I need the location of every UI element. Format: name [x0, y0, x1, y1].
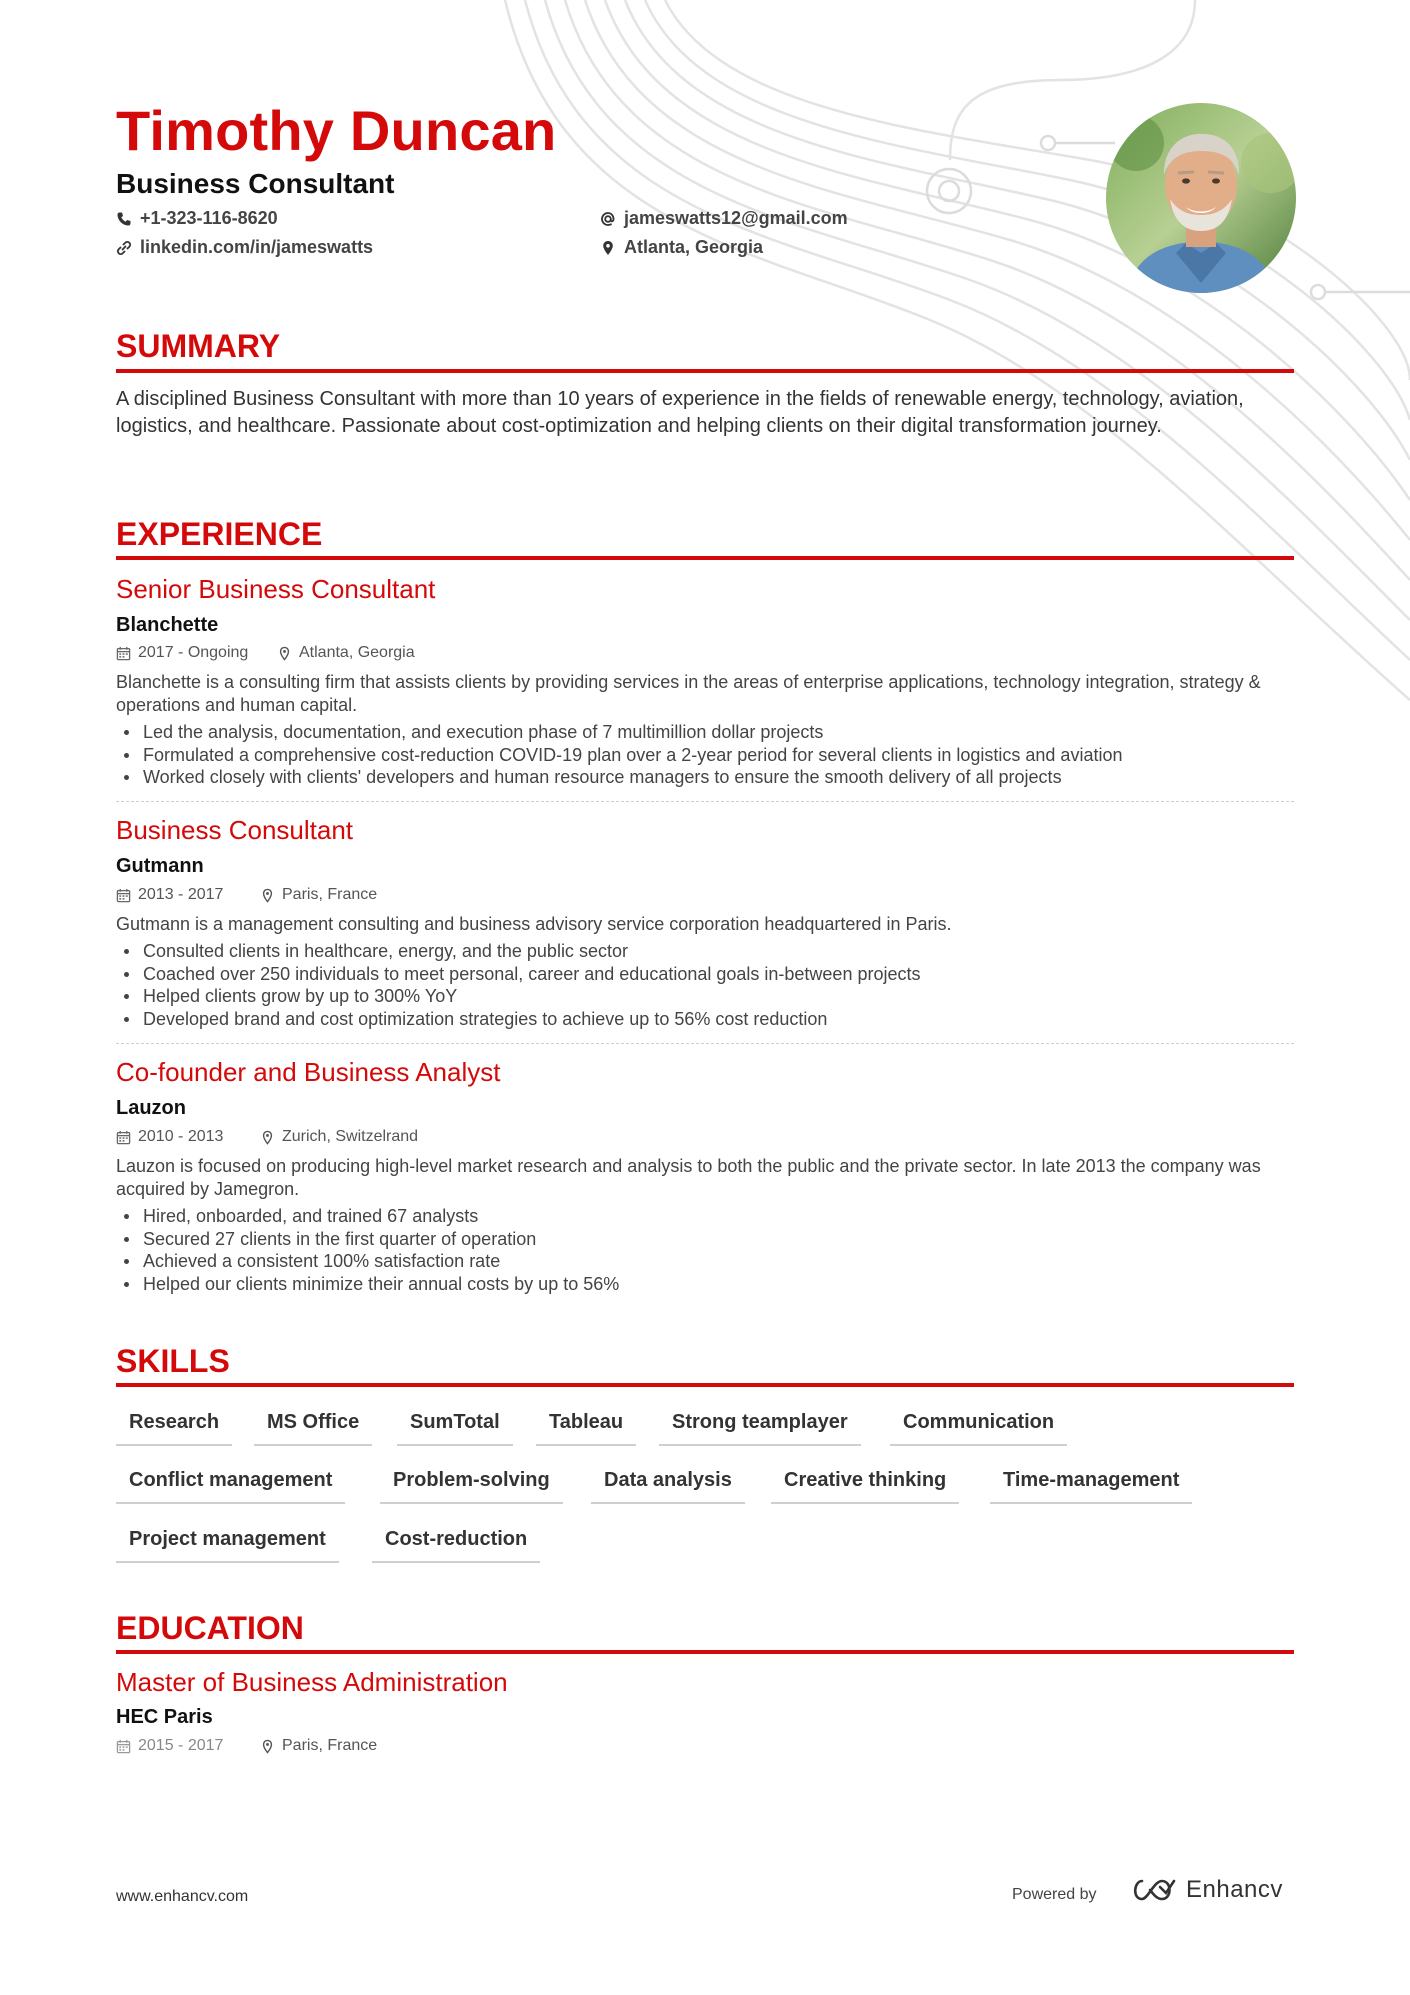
list-item: Developed brand and cost optimization strategies to achieve up to 56% cost reduction [116, 1008, 1296, 1031]
phone-text: +1-323-116-8620 [140, 208, 278, 228]
profile-photo [1106, 103, 1296, 293]
list-item: Led the analysis, documentation, and execution phase of 7 multimillion dollar projects [116, 721, 1296, 744]
education-rule [116, 1650, 1294, 1654]
job-location: Zurich, Switzelrand [282, 1128, 419, 1145]
location-pin-icon [600, 240, 616, 256]
skill-tag: Project management [116, 1528, 339, 1563]
location-pin-icon [277, 646, 292, 661]
summary-rule [116, 369, 1294, 373]
experience-heading: EXPERIENCE [116, 516, 323, 552]
job-description: Lauzon is focused on producing high-level market research and analysis to both the public and the private sector. In late 2013 the company was acquired by Jamegron. [116, 1156, 1261, 1199]
list-item: Helped clients grow by up to 300% YoY [116, 985, 1296, 1008]
job-bullets [116, 1205, 1296, 1295]
school-name: HEC Paris [116, 1706, 213, 1728]
calendar-icon [116, 888, 131, 903]
footer-brand[interactable] [1130, 1876, 1283, 1904]
linkedin-contact[interactable] [116, 237, 373, 258]
location-pin-icon [260, 1130, 275, 1145]
skill-tag: Strong teamplayer [659, 1411, 861, 1446]
company-name: Gutmann [116, 855, 204, 877]
list-item: Coached over 250 individuals to meet personal, career and educational goals in-between projects [116, 963, 1296, 986]
linkedin-text: linkedin.com/in/jameswatts [140, 237, 374, 257]
link-icon [116, 240, 132, 256]
job-bullets [116, 940, 1296, 1030]
company-name: Lauzon [116, 1097, 186, 1119]
job-title: Co-founder and Business Analyst [116, 1057, 501, 1087]
skill-tag: Tableau [536, 1411, 636, 1446]
skill-tag: Research [116, 1411, 232, 1446]
email-text: jameswatts12@gmail.com [624, 208, 848, 228]
summary-text: A disciplined Business Consultant with more than 10 years of experience in the fields of renewable energy, technology, aviation, logistics, and healthcare. Passionate about cost-optimization and helping clients on their digital transformation journey. [116, 388, 1244, 437]
list-item: Achieved a consistent 100% satisfaction rate [116, 1250, 1296, 1273]
company-name: Blanchette [116, 614, 219, 636]
job-dates: 2017 - Ongoing [138, 644, 249, 661]
job-bullets [116, 721, 1296, 789]
degree-title: Master of Business Administration [116, 1667, 508, 1697]
phone-icon [116, 211, 132, 227]
email-contact[interactable] [600, 208, 848, 229]
education-dates: 2015 - 2017 [138, 1737, 224, 1754]
skills-rule [116, 1383, 1294, 1387]
skill-tag: Problem-solving [380, 1469, 563, 1504]
list-item: Hired, onboarded, and trained 67 analysts [116, 1205, 1296, 1228]
job-divider [116, 1043, 1294, 1044]
candidate-name: Timothy Duncan [116, 99, 557, 162]
job-divider [116, 801, 1294, 802]
list-item: Helped our clients minimize their annual costs by up to 56% [116, 1273, 1296, 1296]
location-text: Atlanta, Georgia [624, 237, 764, 257]
skill-tag: Time-management [990, 1469, 1192, 1504]
job-dates: 2010 - 2013 [138, 1128, 224, 1145]
job-description: Blanchette is a consulting firm that assists clients by providing services in the areas of enterprise applications, technology integration, strategy & operations and human capital. [116, 672, 1261, 715]
location-pin-icon [260, 888, 275, 903]
skill-tag: Conflict management [116, 1469, 345, 1504]
job-location: Paris, France [282, 886, 378, 903]
job-location: Atlanta, Georgia [299, 644, 415, 661]
candidate-role: Business Consultant [116, 168, 395, 199]
skill-tag: Cost-reduction [372, 1528, 540, 1563]
job-title: Senior Business Consultant [116, 574, 436, 604]
skills-heading: SKILLS [116, 1343, 230, 1379]
skill-tag: SumTotal [397, 1411, 513, 1446]
footer-brand-name: Enhancv [1186, 1876, 1283, 1903]
footer-powered-by: Powered by [1012, 1886, 1097, 1903]
list-item: Worked closely with clients' developers and human resource managers to ensure the smooth delivery of all projects [116, 766, 1296, 789]
list-item: Consulted clients in healthcare, energy, and the public sector [116, 940, 1296, 963]
job-meta [116, 1128, 418, 1146]
education-heading: EDUCATION [116, 1610, 304, 1646]
experience-rule [116, 556, 1294, 560]
job-meta [116, 886, 377, 904]
footer-website[interactable]: www.enhancv.com [116, 1888, 249, 1905]
calendar-icon [116, 646, 131, 661]
education-location: Paris, France [282, 1737, 378, 1754]
list-item: Secured 27 clients in the first quarter of operation [116, 1228, 1296, 1251]
job-title: Business Consultant [116, 815, 354, 845]
location-pin-icon [260, 1739, 275, 1754]
job-dates: 2013 - 2017 [138, 886, 224, 903]
phone-contact[interactable] [116, 208, 278, 229]
job-description: Gutmann is a management consulting and business advisory service corporation headquartered in Paris. [116, 914, 952, 934]
job-meta [116, 644, 415, 662]
education-meta [116, 1737, 377, 1755]
list-item: Formulated a comprehensive cost-reduction COVID-19 plan over a 2-year period for several clients in logistics and aviation [116, 744, 1296, 767]
summary-heading: SUMMARY [116, 328, 281, 364]
skill-tag: MS Office [254, 1411, 372, 1446]
calendar-icon [116, 1130, 131, 1145]
skill-tag: Communication [890, 1411, 1067, 1446]
location-contact [600, 237, 763, 258]
calendar-icon [116, 1739, 131, 1754]
skill-tag: Creative thinking [771, 1469, 959, 1504]
at-icon [600, 211, 616, 227]
skill-tag: Data analysis [591, 1469, 745, 1504]
enhancv-logo-icon [1130, 1877, 1176, 1903]
